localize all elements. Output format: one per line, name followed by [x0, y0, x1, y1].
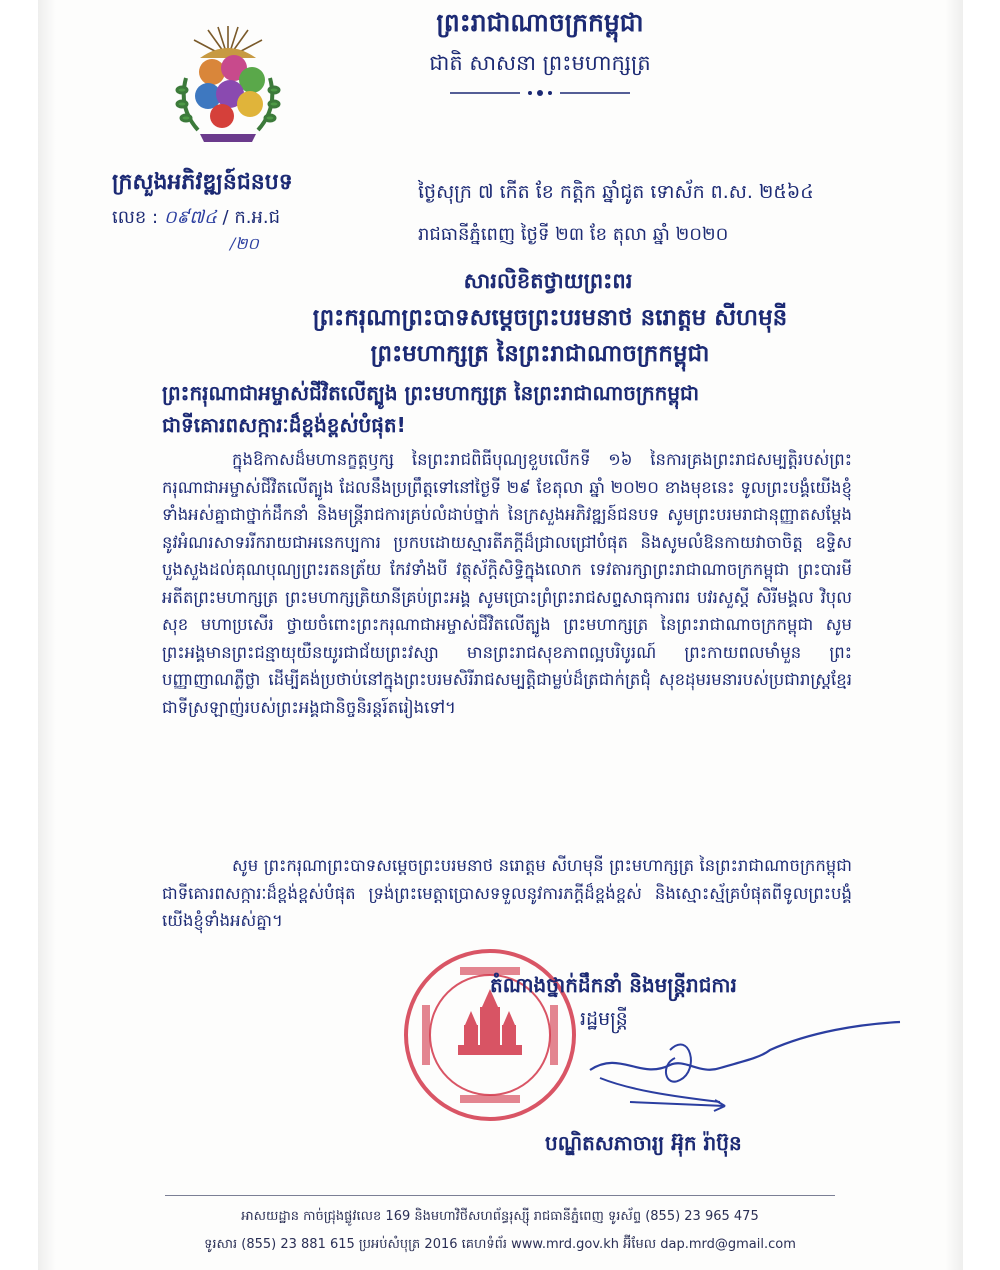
national-motto: ជាតិ សាសនា ព្រះមហាក្សត្រ — [429, 51, 651, 75]
ministry-logo-icon — [168, 18, 288, 148]
divider-ornament-icon — [450, 88, 630, 98]
kingdom-heading: ព្រះរាជាណាចក្រកម្ពុជា — [436, 8, 644, 37]
recipient-line-2: ព្រះមហាក្សត្រ នៃព្រះរាជាណាចក្រកម្ពុជា — [370, 341, 710, 367]
address-line-2: ជាទីគោរពសក្ការៈដ៏ខ្ពង់ខ្ពស់បំផុត! — [162, 413, 406, 437]
page-edge-left — [38, 0, 56, 1270]
ministry-name: ក្រសួងអភិវឌ្ឍន៍ជនបទ — [112, 170, 293, 195]
reference-suffix: / ក.អ.ជ — [222, 207, 281, 228]
minister-label: រដ្ឋមន្ត្រី — [580, 1008, 628, 1030]
lunar-date: ថ្ងៃសុក្រ ៧ កើត ខែ កត្ដិក ឆ្នាំជូត ទោស័ក ព.ស. ២៥៦៤ — [418, 181, 814, 203]
reference-label: លេខ : — [112, 207, 159, 228]
signer-name: បណ្ឌិតសភាចារ្យ អ៊ុក រ៉ាប៊ុន — [545, 1131, 742, 1155]
reference-handwritten-number: ០៩៧៤ — [163, 207, 217, 228]
signatory-title: តំណាងថ្នាក់ដឹកនាំ និងមន្ត្រីរាជការ — [490, 973, 737, 997]
body-paragraph-1: ក្នុងឱកាសដ៏មហានក្ខត្តឫក្ស នៃព្រះរាជពិធីបុណ្យខួបលើកទី ១៦ នៃការគ្រងព្រះរាជសម្បត្តិរបស់ព្រះករុណាជាអម្ចាស់ជីវិតលើត្បូង ដែលនឹងប្រព្រឹត្តទៅនៅថ្ងៃទី ២៩ ខែតុលា ឆ្នាំ ២០២០ ខាងមុខនេះ ទូលព្រះបង្គំយើងខ្ញុំទាំងអស់គ្នាជាថ្នាក់ដឹកនាំ និងមន្ត្រីរាជការគ្រប់លំដាប់ថ្នាក់ នៃក្រសួងអភិវឌ្ឍន៍ជនបទ សូមព្រះបរមរាជានុញ្ញាតសម្ដែងនូវអំណរសាទររីករាយជាអនេកប្បការ ប្រកបដោយស្មារតីភក្ដីដ៏ជ្រាលជ្រៅបំផុត និងសូមលំឱនកាយវាចាចិត្ត ឧទ្ទិសបួងសួងដល់គុណបុណ្យព្រះរតនត្រ័យ កែវទាំងបី វត្ថុស័ក្តិសិទ្ធិក្នុងលោក ទេវតារក្សាព្រះរាជាណាចក្រកម្ពុជា ព្រះបារមីអតីតព្រះមហាក្សត្រ ព្រះមហាក្សត្រិយានីគ្រប់ព្រះអង្គ សូមប្រោះព្រំព្រះរាជសព្ទសាធុការពរ បវរសួស្ដី សិរីមង្គល វិបុលសុខ មហាប្រសើរ ថ្វាយចំពោះព្រះករុណាជាអម្ចាស់ជីវិតលើត្បូង ព្រះមហាក្សត្រ នៃព្រះរាជាណាចក្រកម្ពុជា សូមព្រះអង្គមានព្រះជន្មាយុយឺនយូរជាជ័យព្រះវស្សា មានព្រះរាជសុខភាពល្អបរិបូរណ៍ ព្រះកាយពលមាំមួន ព្រះបញ្ញាញាណភ្លឺថ្លា ដើម្បីគង់ប្រថាប់នៅក្នុងព្រះបរមសិរីរាជសម្បត្តិជាម្លប់ដ៏ត្រជាក់ត្រជុំ សុខដុមរមនារបស់ប្រជារាស្ត្រខ្មែរ ជាទីស្រឡាញ់របស់ព្រះអង្គជានិច្ចនិរន្តរ៍តរៀងទៅ។ — [162, 450, 852, 717]
reference-year: /២០ — [230, 234, 259, 253]
footer-address-line: អាសយដ្ឋាន កាច់ជ្រុងផ្លូវលេខ 169 និងមហាវិថីសហព័ន្ធរុស្ស៊ី រាជធានីភ្នំពេញ ទូរស័ព្ទ (855) 23 965 475 — [241, 1209, 759, 1224]
reference-number — [112, 205, 280, 232]
page-edge-right — [945, 0, 963, 1270]
footer-contact-line: ទូរសារ (855) 23 881 615 ប្រអប់សំបុត្រ 2016 គេហទំព័រ www.mrd.gov.kh អ៊ីមែល dap.mrd@gmail.com — [204, 1237, 796, 1252]
recipient-line-1: ព្រះករុណាព្រះបាទសម្ដេចព្រះបរមនាថ នរោត្ដម សីហមុនី — [312, 305, 788, 331]
address-line-1: ព្រះករុណាជាអម្ចាស់ជីវិតលើត្បូង ព្រះមហាក្សត្រ នៃព្រះរាជាណាចក្រកម្ពុជា — [162, 381, 700, 405]
solar-date: រាជធានីភ្នំពេញ ថ្ងៃទី ២៣ ខែ តុលា ឆ្នាំ ២០២០ — [418, 224, 729, 245]
handwritten-signature-icon — [470, 1010, 910, 1120]
footer-divider — [165, 1195, 835, 1196]
letter-type-title: សារលិខិតថ្វាយព្រះពរ — [463, 269, 633, 293]
body-paragraph-2: សូម ព្រះករុណាព្រះបាទសម្ដេចព្រះបរមនាថ នរោត្ដម សីហមុនី ព្រះមហាក្សត្រ នៃព្រះរាជាណាចក្រកម្ពុជា ជាទីគោរពសក្ការៈដ៏ខ្ពង់ខ្ពស់បំផុត ទ្រង់ព្រះមេត្តាប្រោសទទួលនូវការភក្ដីដ៏ខ្ពង់ខ្ពស់ និងស្មោះស្ម័គ្របំផុតពីទូលព្រះបង្គំយើងខ្ញុំទាំងអស់គ្នា។ — [162, 856, 852, 930]
